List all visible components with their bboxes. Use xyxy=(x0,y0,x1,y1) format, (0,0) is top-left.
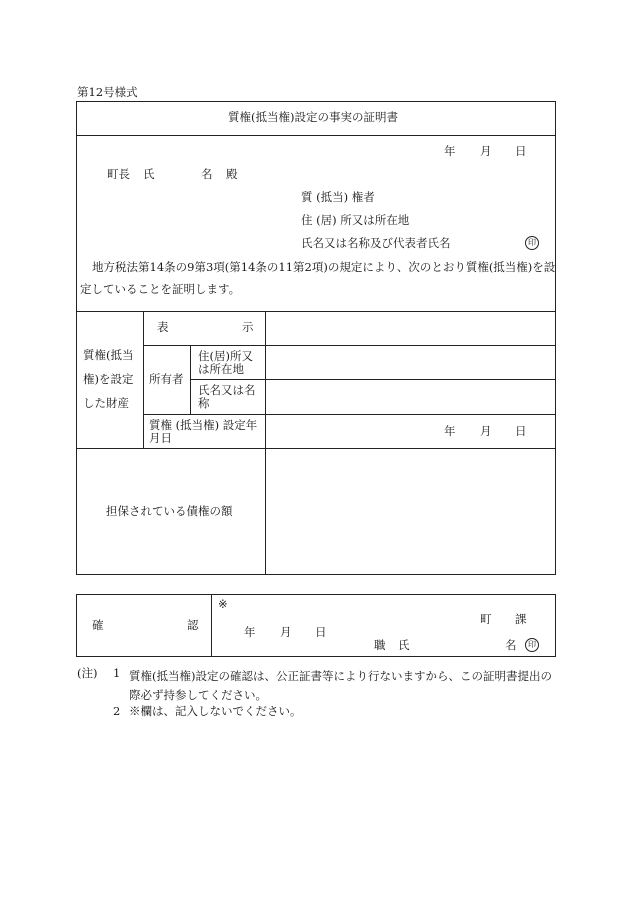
setting-date-month: 月 xyxy=(480,424,492,438)
owner-address-label: 住(居)所又は所在地 xyxy=(198,349,253,376)
notes-prefix: (注) xyxy=(77,666,98,680)
property-header-line-1: 質権(抵当 xyxy=(83,348,134,362)
addressee-town-mayor: 町長 xyxy=(107,167,130,181)
applicant-address-label: 住 (居) 所又は所在地 xyxy=(301,213,410,227)
owner-label: 所有者 xyxy=(149,372,184,386)
issue-date-year: 年 xyxy=(444,144,456,158)
issue-date-day: 日 xyxy=(515,144,527,158)
owner-name-label: 氏名又は名称 xyxy=(198,383,256,410)
confirmation-label-char-2: 認 xyxy=(187,618,199,632)
note-1-text: 質権(抵当権)設定の確認は、公正証書等により行ないますから、この証明書提出の際必ず持参してください。 xyxy=(129,669,552,702)
addressee-dono: 殿 xyxy=(226,167,238,181)
confirmation-date-year: 年 xyxy=(244,625,256,639)
confirmation-mark: ※ xyxy=(218,597,228,611)
applicant-name-label: 氏名又は名称及び代表者氏名 xyxy=(301,236,451,250)
confirmation-label-char-1: 確 xyxy=(92,618,104,632)
confirmation-town: 町 xyxy=(480,612,492,626)
confirmation-date-month: 月 xyxy=(280,625,292,639)
certification-text: 地方税法第14条の9第3項(第14条の11第2項)の規定により、次のとおり質権(抵当権)を設定していることを証明します。 xyxy=(80,260,556,296)
confirmation-date-day: 日 xyxy=(315,625,327,639)
confirmation-staff: 職 xyxy=(374,638,386,652)
property-divider xyxy=(76,448,556,449)
body-divider xyxy=(76,311,556,312)
applicant-seal-mark: 印 xyxy=(525,236,539,250)
confirmation-col-line xyxy=(211,594,212,657)
secured-amount-label: 担保されている債権の額 xyxy=(106,504,233,518)
note-2-text: ※欄は、記入しないでください。 xyxy=(129,704,302,718)
applicant-role: 質 (抵当) 権者 xyxy=(301,190,375,204)
property-header-line-2: 権)を設定 xyxy=(83,372,134,386)
setting-date-label: 質権 (抵当権) 設定年月日 xyxy=(149,418,258,445)
confirmation-mei: 名 xyxy=(505,638,517,652)
property-header-line-3: した財産 xyxy=(83,396,129,410)
form-title: 質権(抵当権)設定の事実の証明書 xyxy=(228,110,398,124)
addressee-mei: 名 xyxy=(201,167,213,181)
setting-date-year: 年 xyxy=(444,424,456,438)
display-row-line xyxy=(143,345,556,346)
display-label-char-1: 表 xyxy=(157,320,169,334)
owner-address-row-line xyxy=(190,379,556,380)
property-col-line-1 xyxy=(143,311,144,449)
form-number: 第12号様式 xyxy=(77,85,138,99)
addressee-shi: 氏 xyxy=(143,167,155,181)
display-label-char-2: 示 xyxy=(242,320,254,334)
property-col-line-2 xyxy=(265,311,266,575)
note-2-number: 2 xyxy=(113,704,121,718)
setting-date-day: 日 xyxy=(515,424,527,438)
note-1-number: 1 xyxy=(113,666,121,680)
confirmation-seal-mark: 印 xyxy=(525,638,539,652)
confirmation-shi: 氏 xyxy=(398,638,410,652)
issue-date-month: 月 xyxy=(480,144,492,158)
title-divider xyxy=(76,135,556,136)
owner-name-row-line xyxy=(143,414,556,415)
confirmation-section: 課 xyxy=(515,612,527,626)
